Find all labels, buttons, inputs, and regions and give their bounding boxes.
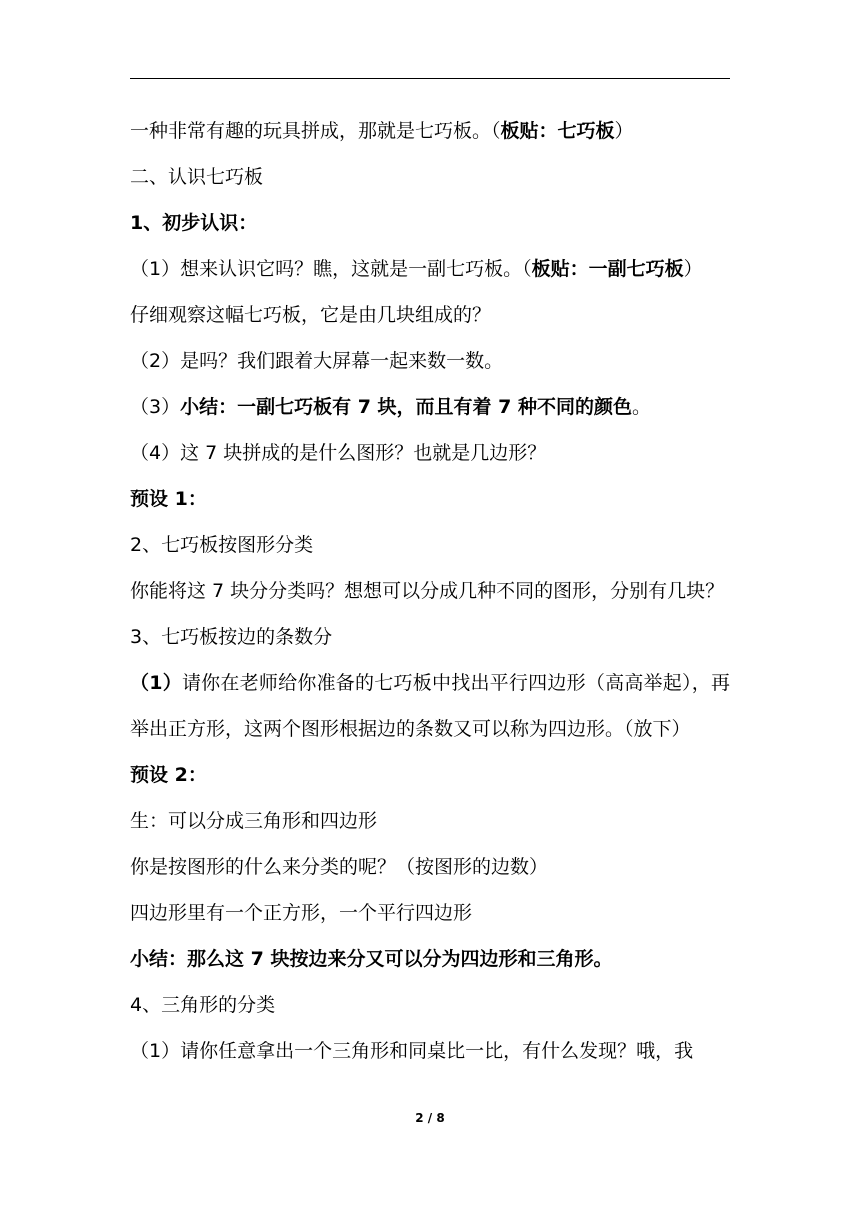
paragraph-line: 一种非常有趣的玩具拼成，那就是七巧板。（板贴：七巧板）: [130, 120, 634, 142]
paragraph-line: （2）是吗？我们跟着大屏幕一起来数一数。: [130, 350, 504, 372]
paragraph-line: 四边形里有一个正方形，一个平行四边形: [130, 902, 473, 924]
summary-text: 小结：一副七巧板有 7 块，而且有着 7 种不同的颜色: [180, 396, 632, 418]
paragraph-line: （3）小结：一副七巧板有 7 块，而且有着 7 种不同的颜色。: [130, 396, 652, 418]
subsection-heading: 3、七巧板按边的条数分: [130, 626, 333, 648]
preset-label: 预设 2：: [130, 764, 207, 786]
board-note: 板贴：一副七巧板: [531, 258, 684, 280]
paragraph-line: 仔细观察这幅七巧板，它是由几块组成的？: [130, 304, 492, 326]
preset-label: 预设 1：: [130, 488, 207, 510]
paragraph-line: 你是按图形的什么来分类的呢？（按图形的边数）: [130, 856, 549, 878]
board-note: 板贴：七巧板: [500, 120, 615, 142]
paragraph-wrapped: （1）请你在老师给你准备的七巧板中找出平行四边形（高高举起），再举出正方形，这两个图形根据边的条数又可以称为四边形。（放下）: [130, 672, 730, 740]
document-body: [130, 108, 730, 1074]
summary-text: 小结：那么这 7 块按边来分又可以分为四边形和三角形。: [130, 948, 613, 970]
section-heading: 二、认识七巧板: [130, 166, 264, 188]
paragraph-line: （1）想来认识它吗？瞧，这就是一副七巧板。（板贴：一副七巧板）: [130, 258, 703, 280]
subsection-heading: 1、初步认识：: [130, 212, 258, 234]
paragraph-line: （4）这 7 块拼成的是什么图形？也就是几边形？: [130, 442, 547, 464]
page-number: 2 / 8: [415, 1111, 445, 1125]
header-rule: [130, 78, 730, 79]
paragraph-line: （1）请你任意拿出一个三角形和同桌比一比，有什么发现？哦，我: [130, 1040, 694, 1062]
subsection-heading: 4、三角形的分类: [130, 994, 276, 1016]
paragraph-wrapped: 你能将这 7 块分分类吗？想想可以分成几种不同的图形，分别有几块？: [130, 580, 725, 602]
subsection-heading: 2、七巧板按图形分类: [130, 534, 314, 556]
paragraph-line: 生：可以分成三角形和四边形: [130, 810, 378, 832]
